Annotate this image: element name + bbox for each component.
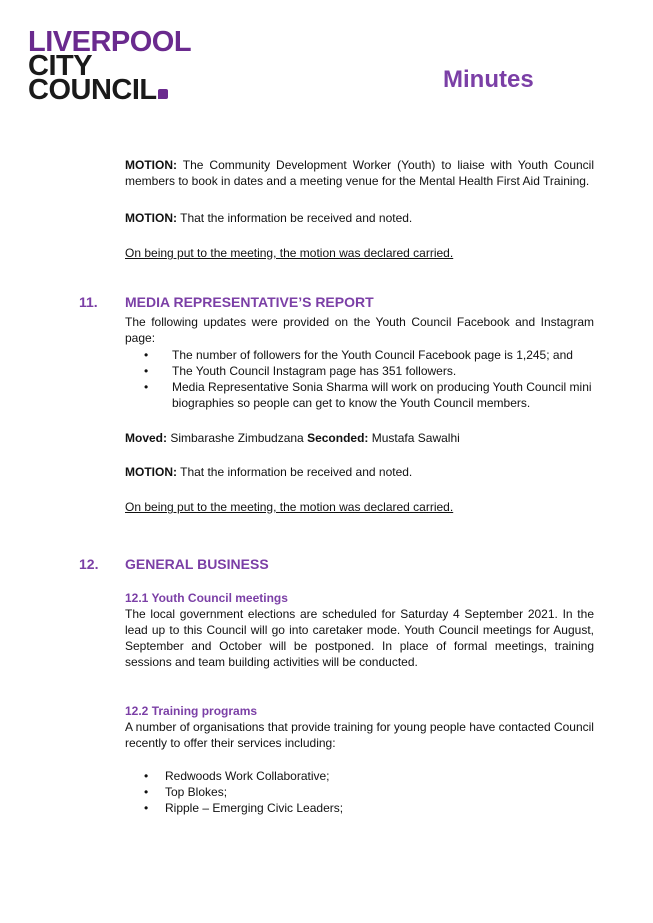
list-item: • Redwoods Work Collaborative; xyxy=(144,769,330,783)
bullet-icon: • xyxy=(144,785,149,799)
moved-label: Moved: xyxy=(125,431,167,445)
motion-label: MOTION: xyxy=(125,158,177,172)
bullet-icon: • xyxy=(144,348,149,362)
section-number: 11. xyxy=(79,294,98,310)
motion-text: That the information be received and noted. xyxy=(177,465,413,479)
section-title: MEDIA REPRESENTATIVE’S REPORT xyxy=(125,294,374,310)
moved-name: Simbarashe Zimbudzana xyxy=(167,431,308,445)
section-title: GENERAL BUSINESS xyxy=(125,556,269,572)
list-item: • Media Representative Sonia Sharma will work on producing Youth Council mini biographies so people can get to know the Youth Council members. xyxy=(144,380,592,410)
bullet-icon: • xyxy=(144,801,149,815)
section-intro: The following updates were provided on the Youth Council Facebook and Instagram page: xyxy=(125,315,594,345)
council-logo xyxy=(28,26,192,106)
document-title: Minutes xyxy=(443,66,534,93)
carried-statement: On being put to the meeting, the motion was declared carried. xyxy=(125,500,454,514)
section-number: 12. xyxy=(79,556,99,572)
seconded-name: Mustafa Sawalhi xyxy=(368,431,460,445)
motion-paragraph xyxy=(125,464,594,480)
bullet-icon: • xyxy=(144,769,149,783)
list-item: • Ripple – Emerging Civic Leaders; xyxy=(144,801,344,815)
list-item: • The Youth Council Instagram page has 351 followers. xyxy=(144,364,457,378)
motion-paragraph xyxy=(125,210,594,226)
motion-label: MOTION: xyxy=(125,465,177,479)
subsection-paragraph: The local government elections are scheduled for Saturday 4 September 2021. In the lead up to this Council will go into caretaker mode. Youth Council meetings for August, September and October will be postponed. In place of formal meetings, training sessions and team building activities will be conducted. xyxy=(125,607,594,669)
logo-line-1: LIVERPOOL xyxy=(28,26,192,58)
logo-line-2: CITY xyxy=(28,50,93,82)
seconded-label: Seconded: xyxy=(307,431,369,445)
list-item: • The number of followers for the Youth Council Facebook page is 1,245; and xyxy=(144,348,573,362)
logo-mark-icon xyxy=(158,89,168,99)
bullet-list xyxy=(125,347,594,411)
list-item: • Top Blokes; xyxy=(144,785,228,799)
bullet-icon: • xyxy=(144,364,149,378)
moved-seconded xyxy=(125,430,594,446)
motion-text: That the information be received and noted. xyxy=(177,211,413,225)
carried-statement: On being put to the meeting, the motion was declared carried. xyxy=(125,246,454,260)
motion-paragraph xyxy=(125,157,594,189)
bullet-list xyxy=(125,768,594,816)
bullet-icon: • xyxy=(144,380,149,394)
subsection-paragraph: A number of organisations that provide training for young people have contacted Council recently to offer their services including: xyxy=(125,720,594,750)
motion-text: The Community Development Worker (Youth) to liaise with Youth Council members to book in dates and a meeting venue for the Mental Health First Aid Training. xyxy=(125,158,594,188)
motion-label: MOTION: xyxy=(125,211,177,225)
subsection-title: 12.2 Training programs xyxy=(125,704,258,718)
logo-line-3: COUNCIL xyxy=(28,74,157,106)
subsection-title: 12.1 Youth Council meetings xyxy=(125,591,288,605)
